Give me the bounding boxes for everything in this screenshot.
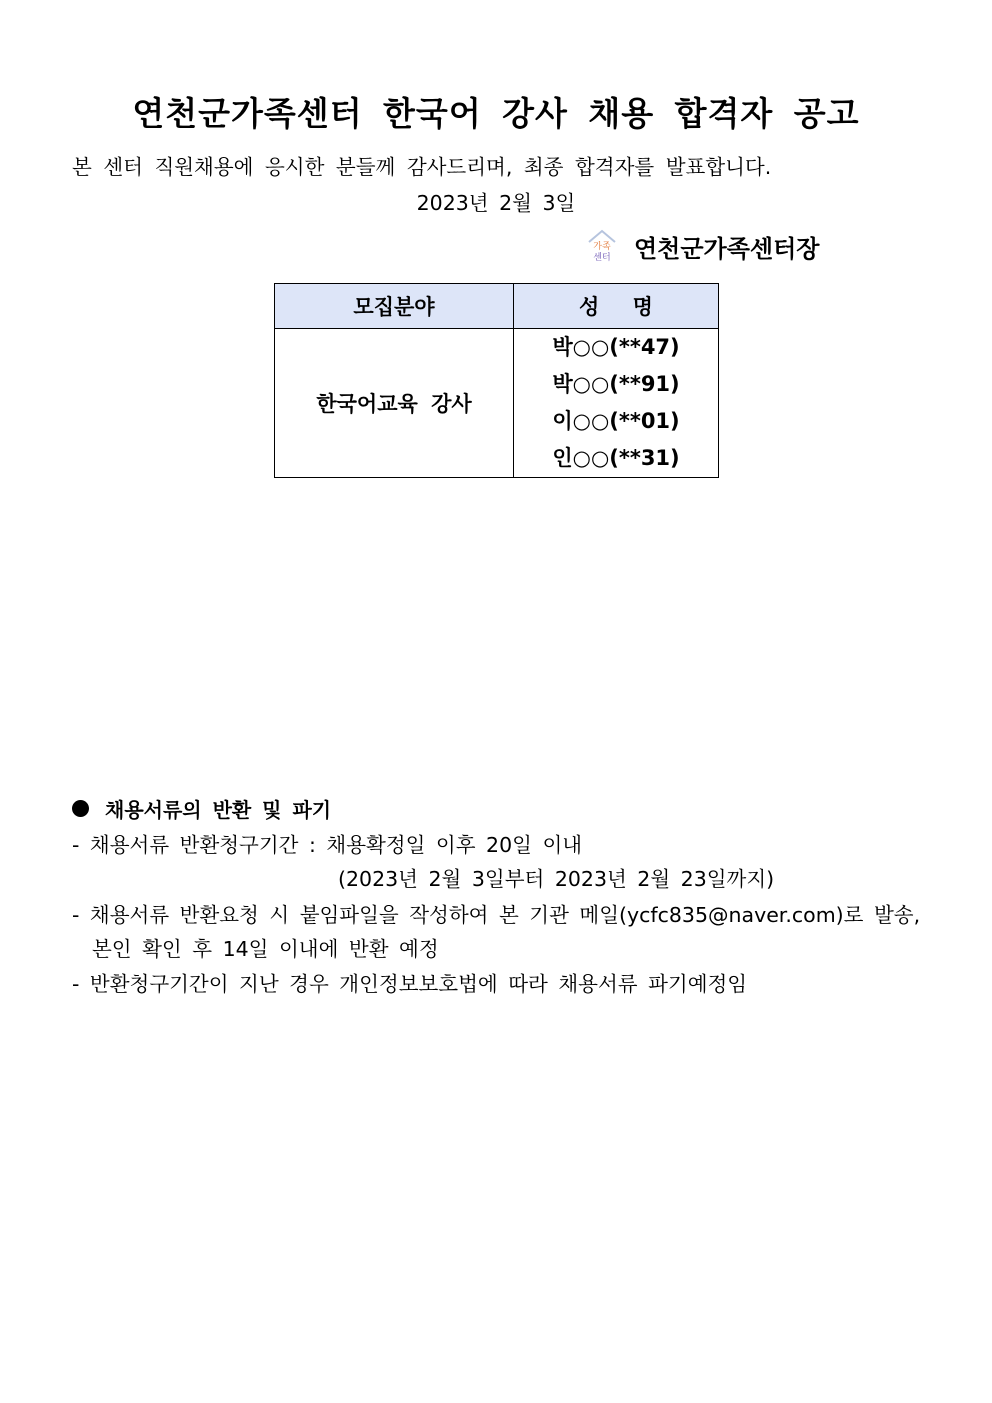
center-logo	[586, 228, 618, 264]
result-table	[274, 283, 719, 478]
field-cell: 한국어교육 강사	[275, 329, 514, 478]
table-row	[275, 329, 719, 478]
notice-title: 채용서류의 반환 및 파기	[105, 798, 332, 822]
bullet-icon	[72, 800, 89, 817]
name-item: 박○○(**47)	[552, 335, 680, 359]
logo-text-bottom: 센터	[593, 253, 611, 263]
notice-line: - 반환청구기간이 지난 경우 개인정보보호법에 따라 채용서류 파기예정임	[72, 972, 748, 996]
name-item: 이○○(**01)	[552, 409, 680, 433]
names-cell	[514, 329, 719, 478]
name-item: 박○○(**91)	[552, 372, 680, 396]
logo-text-top: 가족	[593, 242, 611, 252]
announcement-date: 2023년 2월 3일	[416, 191, 576, 215]
intro-text: 본 센터 직원채용에 응시한 분들께 감사드리며, 최종 합격자를 발표합니다.	[72, 155, 772, 179]
notice-heading	[72, 794, 331, 823]
header-name: 성 명	[514, 284, 719, 329]
name-item: 인○○(**31)	[552, 446, 680, 470]
notice-line: 본인 확인 후 14일 이내에 반환 예정	[92, 937, 439, 961]
notice-line: - 채용서류 반환청구기간 : 채용확정일 이후 20일 이내	[72, 833, 583, 857]
notice-line: - 채용서류 반환요청 시 붙임파일을 작성하여 본 기관 메일(ycfc835@naver.com)로 발송,	[72, 903, 921, 927]
header-field: 모집분야	[275, 284, 514, 329]
table-header-row	[275, 284, 719, 329]
page-title: 연천군가족센터 한국어 강사 채용 합격자 공고	[132, 94, 860, 133]
notice-line: (2023년 2월 3일부터 2023년 2월 23일까지)	[338, 867, 775, 891]
signature: 연천군가족센터장	[634, 234, 820, 263]
signature-block	[586, 228, 819, 264]
